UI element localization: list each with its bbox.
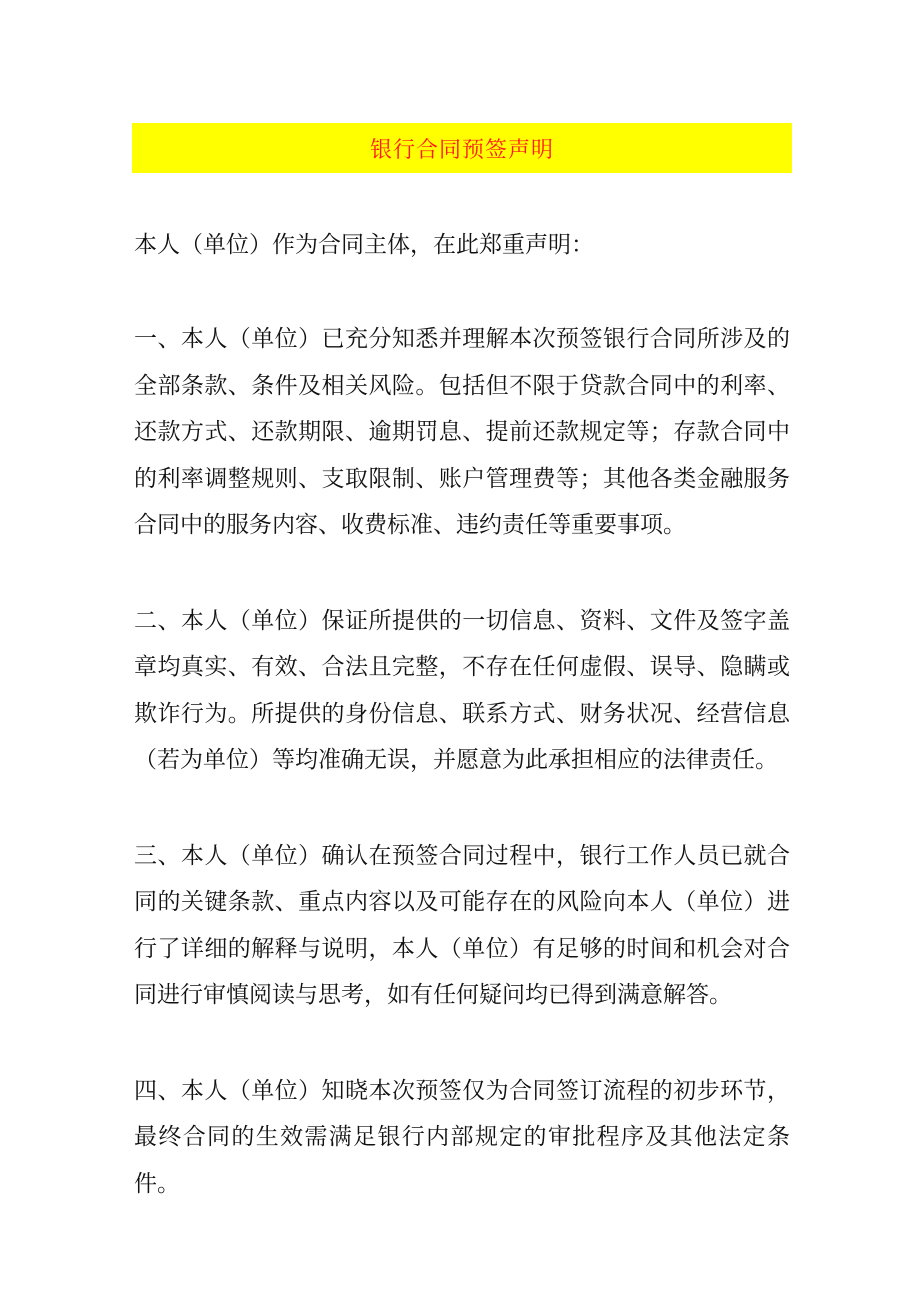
document-body	[134, 222, 790, 1207]
document-title: 银行合同预签声明	[369, 137, 554, 163]
title-banner	[132, 123, 792, 173]
clause-4: 四、本人（单位）知晓本次预签仅为合同签订流程的初步环节，最终合同的生效需满足银行内部规定的审批程序及其他法定条件。	[134, 1077, 790, 1197]
intro-statement: 本人（单位）作为合同主体，在此郑重声明：	[134, 232, 594, 258]
clause-2: 二、本人（单位）保证所提供的一切信息、资料、文件及签字盖章均真实、有效、合法且完整，不存在任何虚假、误导、隐瞒或欺诈行为。所提供的身份信息、联系方式、财务状况、经营信息（若为单位）等均准确无误，并愿意为此承担相应的法律责任。	[134, 607, 790, 773]
clause-1: 一、本人（单位）已充分知悉并理解本次预签银行合同所涉及的全部条款、条件及相关风险。包括但不限于贷款合同中的利率、还款方式、还款期限、逾期罚息、提前还款规定等；存款合同中的利率调整规则、支取限制、账户管理费等；其他各类金融服务合同中的服务内容、收费标准、违约责任等重要事项。	[134, 326, 790, 538]
clause-3: 三、本人（单位）确认在预签合同过程中，银行工作人员已就合同的关键条款、重点内容以及可能存在的风险向本人（单位）进行了详细的解释与说明，本人（单位）有足够的时间和机会对合同进行审慎阅读与思考，如有任何疑问均已得到满意解答。	[134, 842, 790, 1008]
